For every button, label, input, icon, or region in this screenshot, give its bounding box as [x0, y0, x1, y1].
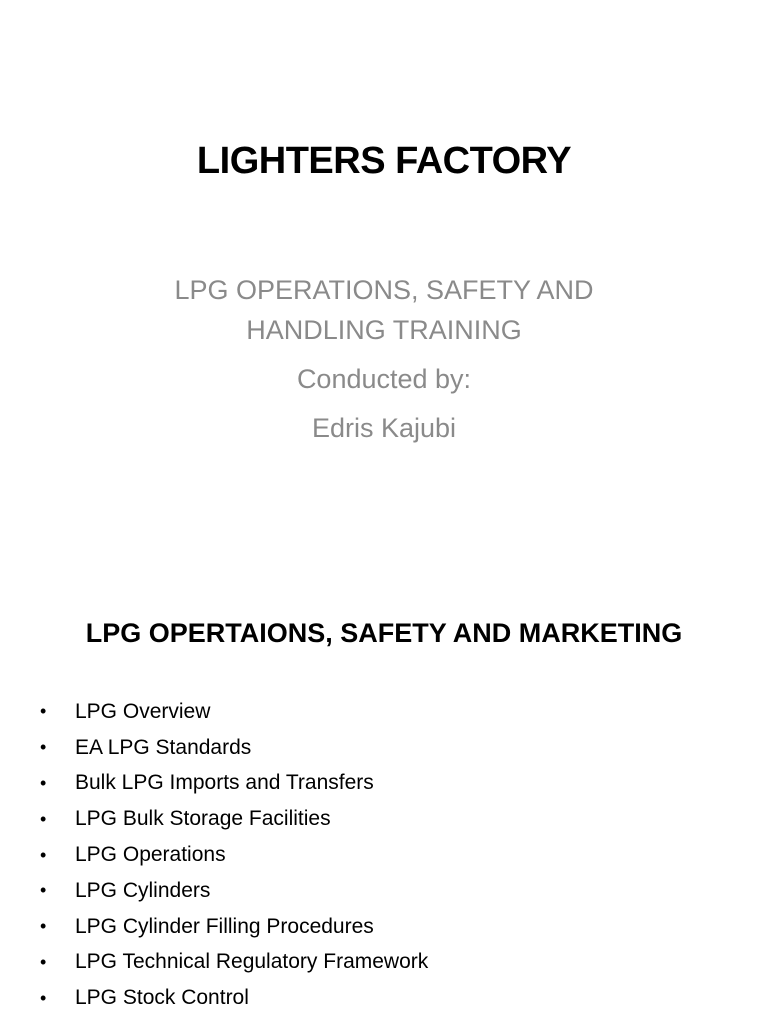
list-item — [40, 980, 428, 1016]
bullet-icon: • — [40, 880, 47, 901]
bullet-icon: • — [40, 808, 47, 829]
list-item — [40, 766, 428, 802]
slide-title: LIGHTERS FACTORY — [196, 140, 572, 182]
list-item-label: LPG Bulk Storage Facilities — [75, 807, 331, 831]
bullet-icon: • — [40, 916, 47, 937]
list-item-label: LPG Technical Regulatory Framework — [75, 950, 429, 974]
list-item-label: LPG Operations — [75, 843, 226, 867]
list-item-label: LPG Cylinder Filling Procedures — [75, 914, 374, 938]
list-item — [40, 837, 428, 873]
bullet-icon: • — [40, 737, 47, 758]
list-item — [40, 945, 428, 981]
bullet-icon: • — [40, 772, 47, 793]
list-item — [40, 730, 428, 766]
bullet-icon: • — [40, 844, 47, 865]
list-item-label: LPG Stock Control — [75, 986, 249, 1010]
agenda-slide — [0, 556, 768, 1024]
list-item — [40, 909, 428, 945]
list-item-label: EA LPG Standards — [75, 735, 252, 759]
bullet-icon: • — [40, 701, 47, 722]
list-item-label: LPG Overview — [75, 699, 211, 723]
subtitle-line-1: LPG OPERATIONS, SAFETY AND — [174, 275, 594, 305]
subtitle-line-2: HANDLING TRAINING — [246, 315, 522, 345]
list-item — [40, 801, 428, 837]
subtitle-conducted-by: Conducted by: — [296, 364, 472, 394]
list-item — [40, 873, 428, 909]
list-item — [40, 694, 428, 730]
slide-subtitle — [0, 270, 768, 448]
bullet-icon: • — [40, 987, 47, 1008]
bullet-icon: • — [40, 951, 47, 972]
agenda-title: LPG OPERTAIONS, SAFETY AND MARKETING — [85, 618, 683, 648]
list-item-label: Bulk LPG Imports and Transfers — [75, 771, 374, 795]
subtitle-presenter: Edris Kajubi — [311, 413, 457, 443]
agenda-list — [40, 694, 428, 1016]
list-item-label: LPG Cylinders — [75, 878, 211, 902]
